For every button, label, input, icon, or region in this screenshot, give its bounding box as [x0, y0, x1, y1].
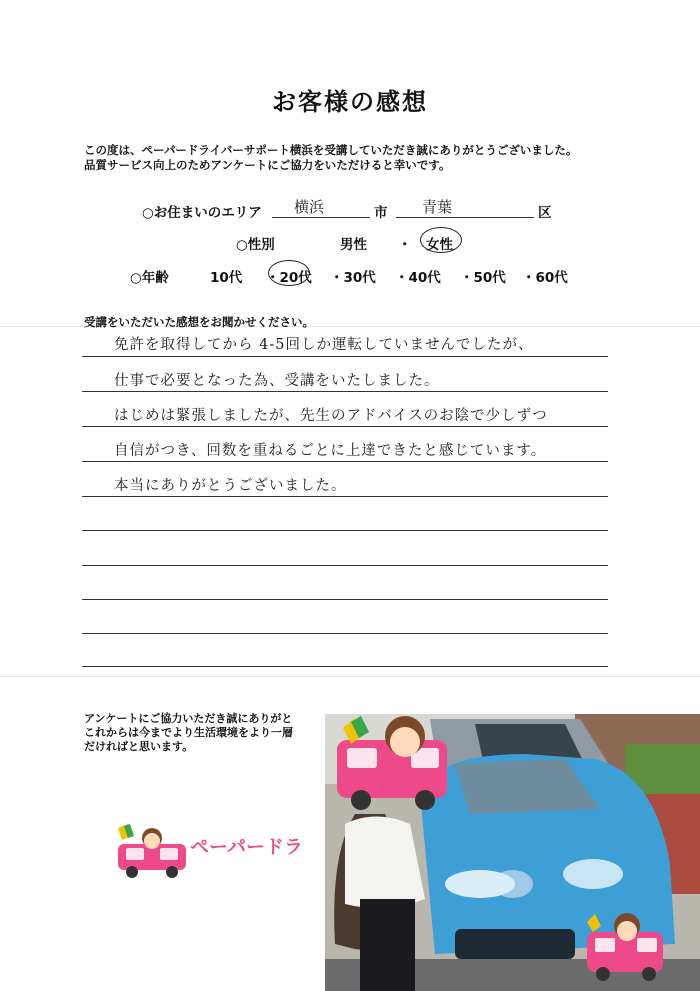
gender-separator: ・ [398, 237, 412, 253]
age-option: ・60代 [522, 270, 568, 286]
answer-rule [82, 599, 608, 600]
city-value: 横浜 [294, 198, 325, 216]
ward-suffix: 区 [538, 205, 552, 221]
footer-line: アンケートにご協力いただき誠にありがと [84, 712, 293, 725]
age-option: ・20代 [266, 270, 312, 286]
answer-rule [82, 565, 608, 566]
answer-rule [82, 633, 608, 634]
answer-rule [82, 496, 608, 497]
age-option: ・50代 [460, 270, 506, 286]
comments-prompt: 受講をいただいた感想をお聞かせください。 [84, 315, 314, 329]
brand-car-logo [112, 822, 192, 880]
comment-line: 仕事で必要となった為、受講をいたしました。 [114, 373, 440, 389]
selected-circle-mark [268, 260, 310, 286]
comment-line: 本当にありがとうございました。 [114, 478, 347, 494]
footer-text [84, 712, 324, 754]
age-option: ・40代 [395, 270, 441, 286]
footer-line: これからは今までより生活環境をより一層 [84, 726, 293, 739]
answer-rule [82, 530, 608, 531]
age-option: ・30代 [330, 270, 376, 286]
ward-field [396, 200, 534, 218]
city-suffix: 市 [374, 205, 388, 221]
page-title: お客様の感想 [272, 88, 428, 116]
customer-photo [325, 714, 700, 991]
area-label: ○お住まいのエリア [142, 205, 262, 221]
answer-rule [82, 461, 608, 462]
answer-rule [82, 391, 608, 392]
comment-line: 自信がつき、回数を重ねるごとに上達できたと感じています。 [114, 443, 547, 459]
selected-circle-mark [420, 227, 462, 253]
ward-value: 青葉 [422, 198, 453, 216]
gender-male: 男性 [340, 237, 367, 253]
paper-fold-line [0, 676, 700, 677]
intro-text-line-1: この度は、ペーパードライバーサポート横浜を受講していただき誠にありがとうございました。 [84, 143, 578, 157]
comment-line: はじめは緊張しましたが、先生のアドバイスのお陰で少しずつ [114, 408, 548, 424]
answer-rule [82, 666, 608, 667]
footer-line: だければと思います。 [84, 740, 194, 753]
brand-name: ペーパードラ [190, 836, 304, 858]
comment-line: 免許を取得してから 4-5回しか運転していませんでしたが、 [114, 337, 534, 353]
gender-label: ○性別 [236, 237, 275, 253]
intro-text-line-2: 品質サービス向上のためアンケートにご協力をいただけると幸いです。 [84, 158, 451, 172]
age-option: 10代 [210, 270, 243, 286]
gender-female: 女性 [426, 237, 453, 253]
answer-rule [82, 426, 608, 427]
city-field [272, 200, 370, 218]
age-label: ○年齢 [130, 270, 169, 286]
answer-rule [82, 356, 608, 357]
